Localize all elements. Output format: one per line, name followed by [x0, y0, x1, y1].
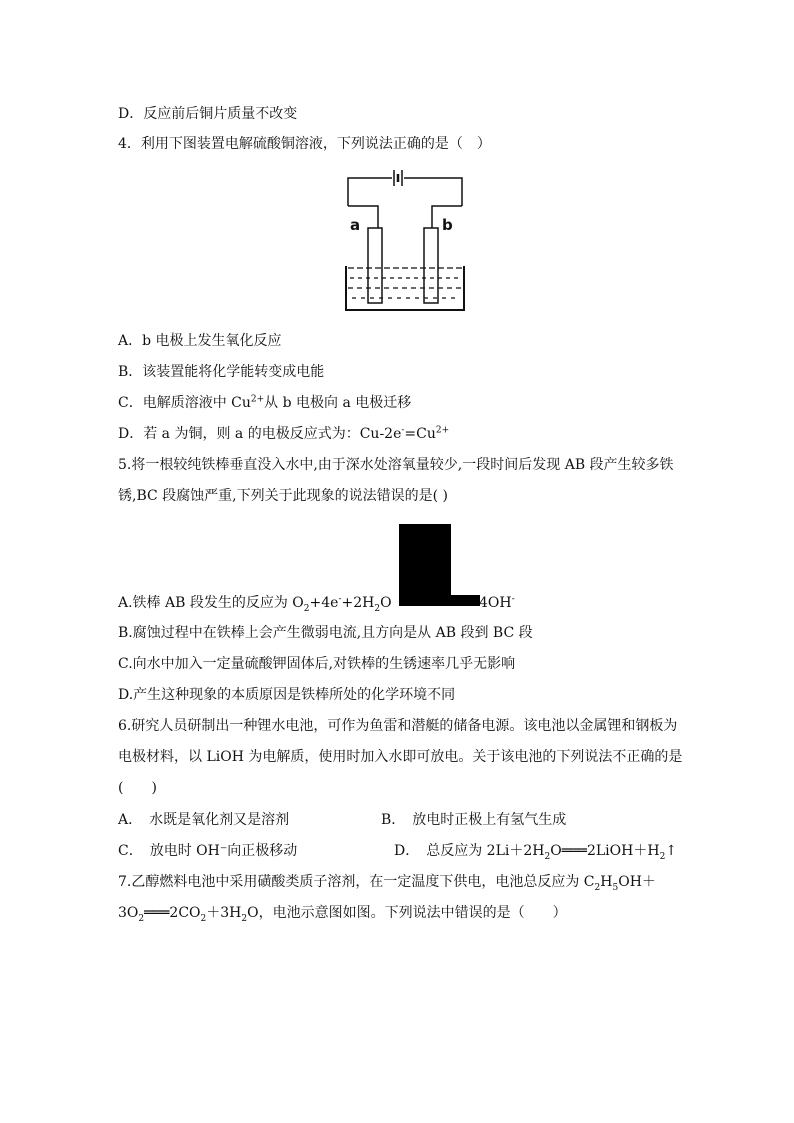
q5-stem-line2: 锈,BC 段腐蚀严重,下列关于此现象的说法错误的是( ) [118, 488, 448, 504]
q5-option-d: D.产生这种现象的本质原因是铁棒所处的化学环境不同 [118, 687, 456, 703]
q6-stem-line3: ( ) [118, 780, 157, 796]
q3-option-d: D．反应前后铜片质量不改变 [118, 106, 298, 122]
redaction-block [399, 524, 451, 606]
q6-option-c: C． 放电时 OH⁻向正极移动 [118, 843, 298, 859]
electrode-b-label: b [442, 216, 453, 234]
q7-stem-line1: 7.乙醇燃料电池中采用磺酸类质子溶剂，在一定温度下供电，电池总反应为 $C_2H_5OH+$ [118, 874, 656, 893]
q6-option-a: A． 水既是氧化剂又是溶剂 [118, 812, 290, 828]
q4-option-b: B．该装置能将化学能转变成电能 [118, 364, 325, 380]
q5-stem-line1: 5.将一根较纯铁棒垂直没入水中,由于深水处溶氧量较少,一段时间后发现 AB 段产生较多铁 [118, 457, 674, 473]
q4-option-a: A．b 电极上发生氧化反应 [118, 333, 282, 349]
q4-option-c: C．电解质溶液中 $Cu^{2+}$从 b 电极向 a 电极迁移 [118, 394, 412, 411]
q7-stem-line2: $3O_2═══2CO_2+3H_2O$，电池示意图如图。下列说法中错误的是（ ） [118, 905, 567, 924]
electrolysis-cell-figure [340, 168, 470, 313]
q4-stem: 4．利用下图装置电解硫酸铜溶液，下列说法正确的是（ ） [118, 136, 491, 152]
q5-option-a: A.铁棒 AB 段发生的反应为 $O_2+4e^-+2H_2O$ [118, 594, 392, 614]
redaction-block-foot [436, 595, 480, 606]
q6-stem-line1: 6.研究人员研制出一种锂水电池，可作为鱼雷和潜艇的储备电源。该电池以金属锂和钢板为 [118, 718, 678, 734]
q4-option-d: D．若 a 为铜，则 a 的电极反应式为：$Cu-2e^-=Cu^{2+}$ [118, 425, 450, 442]
electrode-a-label: a [350, 216, 361, 234]
q6-option-d: D． 总反应为 $2Li+2H_2O═══2LiOH+H_2↑$ [394, 843, 678, 862]
q5-option-b: B.腐蚀过程中在铁棒上会产生微弱电流,且方向是从 AB 段到 BC 段 [118, 625, 533, 641]
q6-option-b: B． 放电时正极上有氢气生成 [381, 812, 567, 828]
q6-stem-line2: 电极材料，以 LiOH 为电解质，使用时加入水即可放电。关于该电池的下列说法不正确的是 [118, 749, 683, 765]
q5-option-a-product: 4OH- [479, 594, 515, 611]
q5-option-c: C.向水中加入一定量硫酸钾固体后,对铁棒的生锈速率几乎无影响 [118, 656, 516, 672]
